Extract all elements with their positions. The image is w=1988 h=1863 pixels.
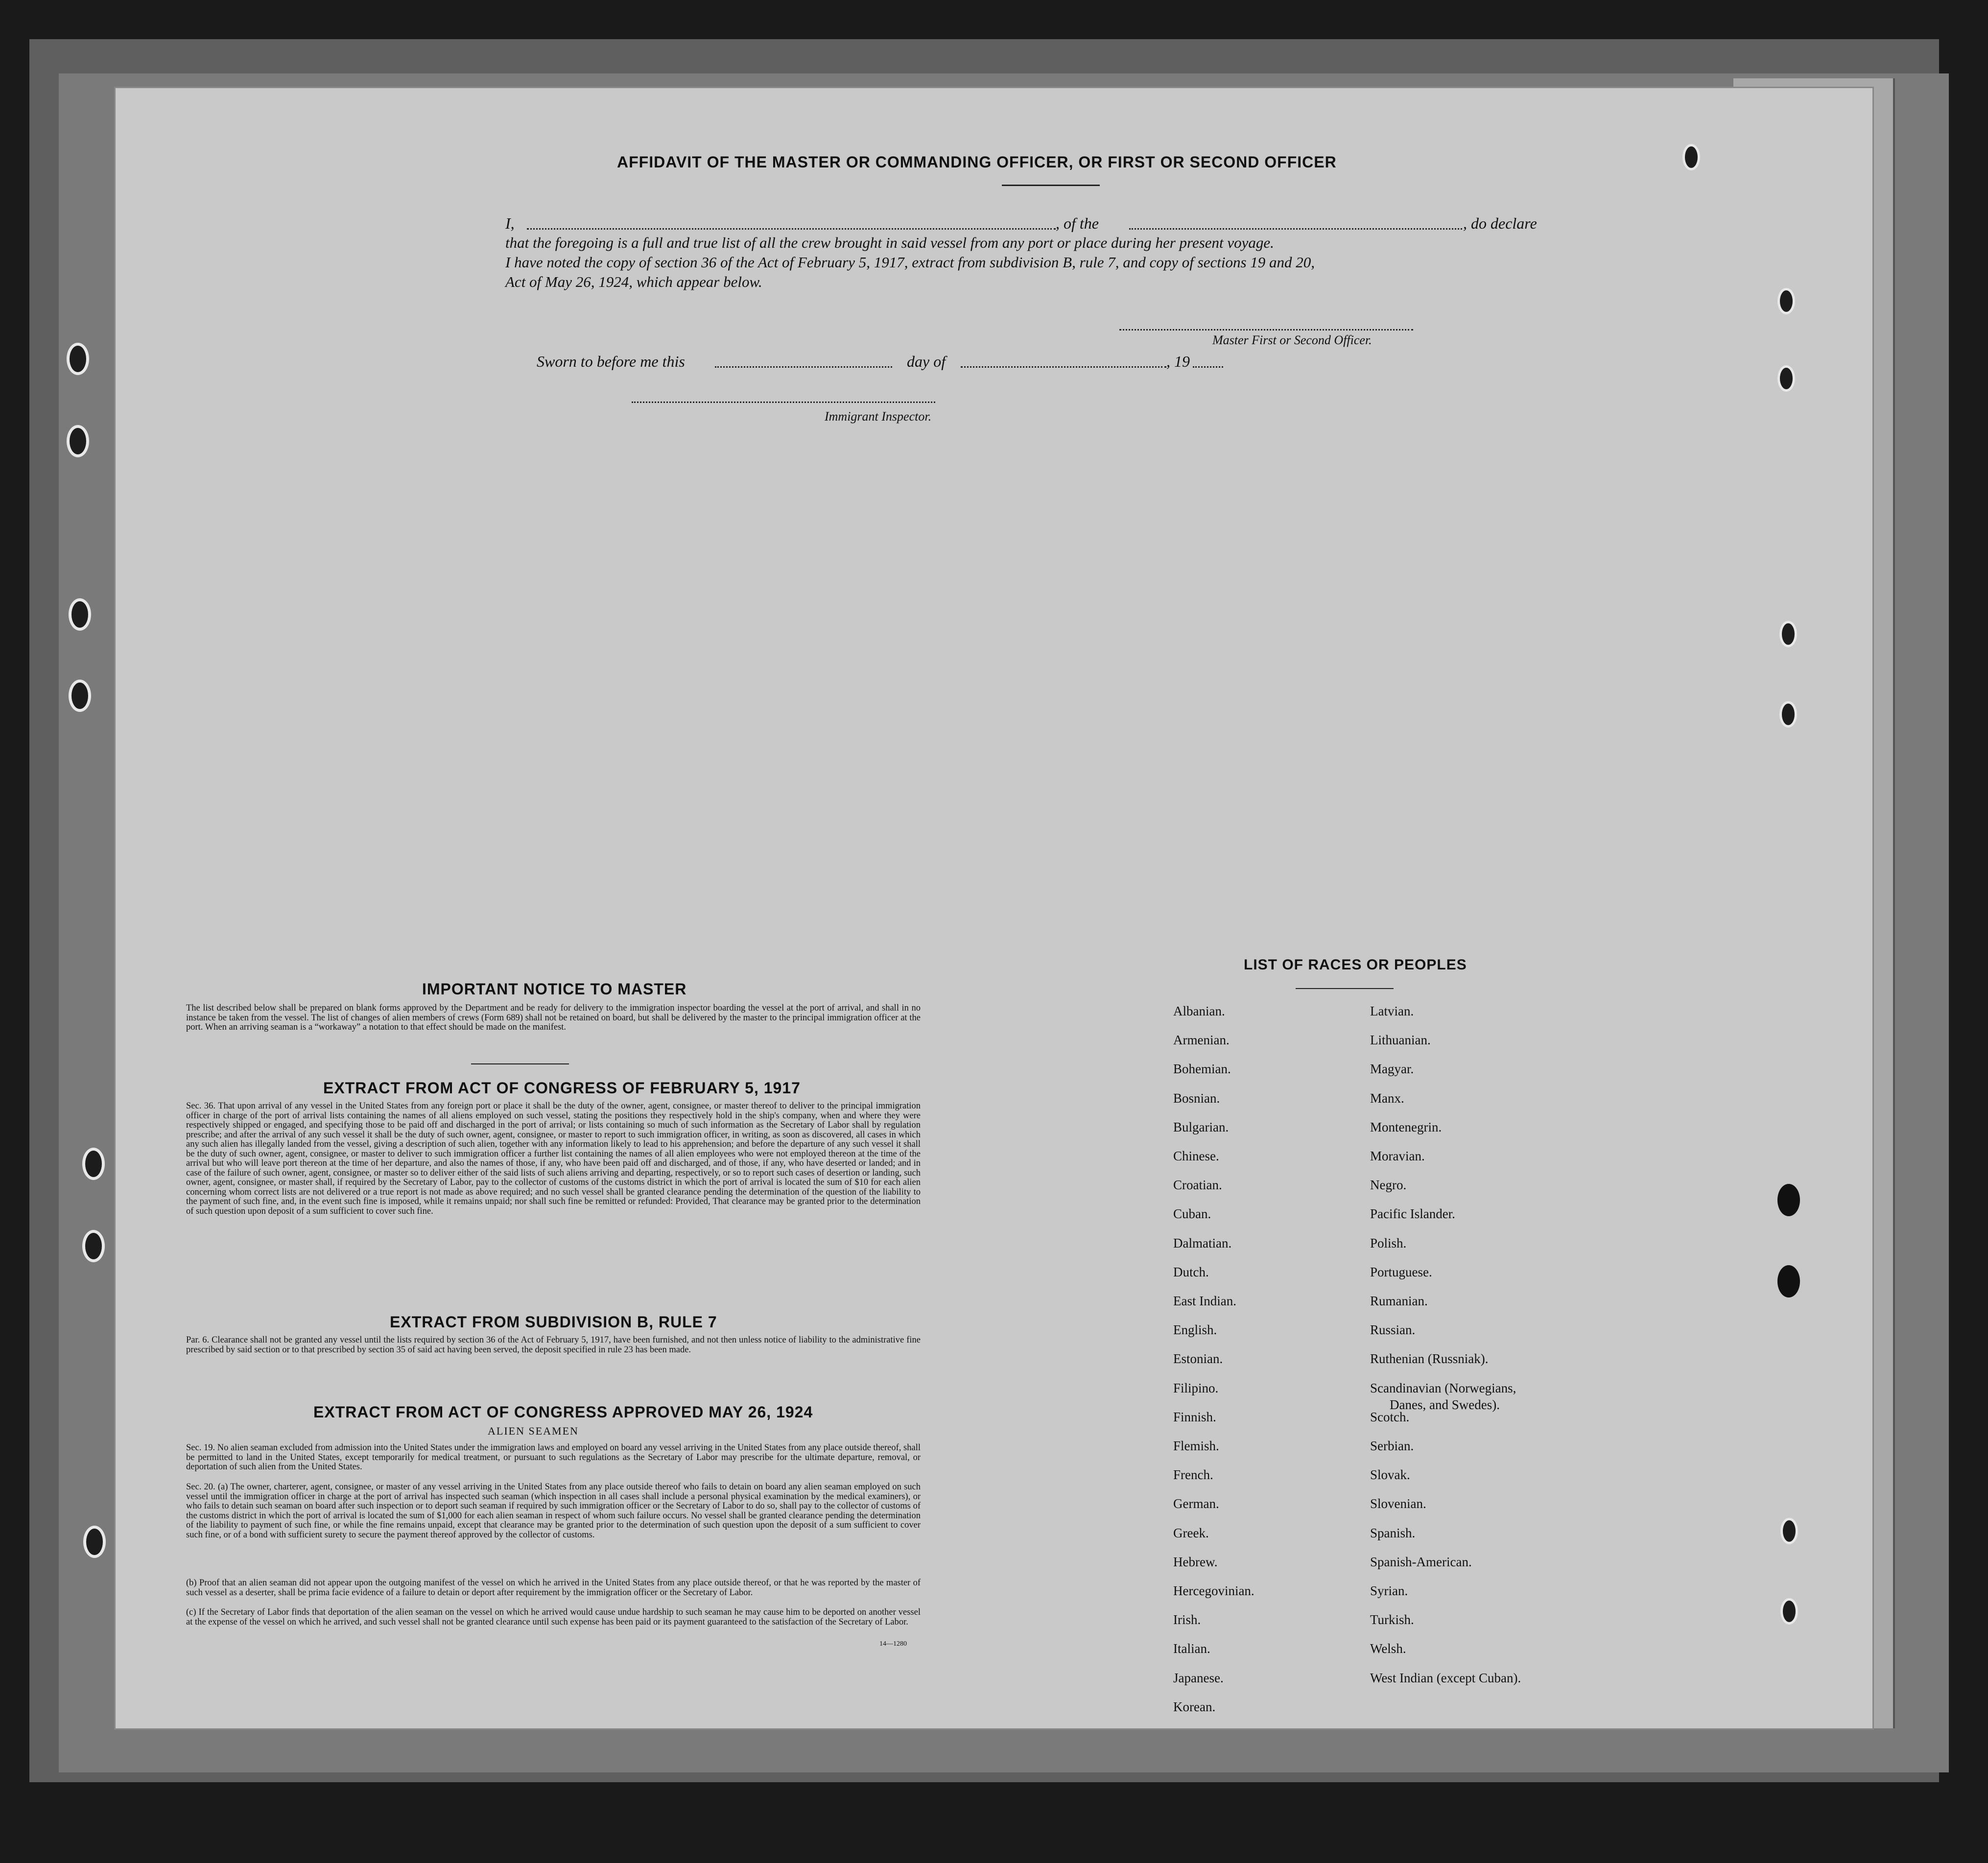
race-item: Hebrew. [1173, 1554, 1218, 1569]
affidavit-declare: , do declare [1463, 214, 1537, 232]
race-item: Japanese. [1173, 1670, 1224, 1685]
race-item: Armenian. [1173, 1033, 1230, 1048]
race-item: Dutch. [1173, 1264, 1209, 1279]
race-item: Scotch. [1370, 1409, 1410, 1424]
binder-hole [1780, 1598, 1798, 1625]
race-item: Korean. [1173, 1699, 1216, 1714]
form-number: 14—1280 [879, 1640, 907, 1648]
race-item: Irish. [1173, 1612, 1201, 1627]
affidavit-i: I, [505, 214, 515, 232]
affidavit-line-i [505, 214, 515, 233]
race-item: Cuban. [1173, 1206, 1211, 1222]
signature-blank [1119, 329, 1413, 330]
binder-hole [1779, 621, 1797, 647]
affidavit-of-the: , of the [1056, 214, 1099, 232]
race-item: Bulgarian. [1173, 1119, 1229, 1134]
race-item: Albanian. [1173, 1004, 1225, 1018]
race-item: Lithuanian. [1370, 1033, 1431, 1048]
binder-hole [1777, 365, 1795, 392]
race-item: Dalmatian. [1173, 1235, 1232, 1250]
extract-1917-body: Sec. 36. That upon arrival of any vessel in the United States from any foreign port or place it shall be the duty of the owner, agent, consignee, or master thereof to deliver to the principal immigration officer in charge of the port of arrival lists containing the names of all aliens employed on such vessel, stating the positions they respectively hold in the ship's company, when and where they were respectively shipped or engaged, and specifying those to be paid off and discharged in the port of arrival; or lists containing so much of such information as the Secretary of Labor shall by regulation prescribe; and after the arrival of any such vessel it shall be the duty of such owner, agent, consignee, or master to report to such immigration officer, in writing, as soon as discovered, all cases in which any such alien has illegally landed from the vessel, giving a description of such alien, together with any information likely to lead to his apprehension; and before the departure of any such vessel it shall be the duty of such owner, agent, consignee, or master to deliver to such immigration officer a further list containing the names of all alien employees who were not employed thereon at the time of the arrival but who will leave port thereon at the time of her departure, and also the names of those, if any, who have been paid off and discharged, and of those, if any, who have deserted or landed; and in case of the failure of such owner, agent, consignee, or master so to deliver either of the said lists of such aliens arriving and departing, respectively, or so to report such cases of desertion or landing, such owner, agent, consignee, or master shall, if required by the Secretary of Labor, pay to the collector of customs of the customs district in which the port of arrival is located the sum of $10 for each alien concerning whom correct lists are not delivered or a true report is not made as above required; and no such vessel shall be granted clearance pending the determination of the question of the liability to the payment of such fine, and, in the event such fine is imposed, while it remains unpaid; nor shall such fine be remitted or refunded: Provided, That clearance may be granted prior to the determination of such question upon deposit of a sum sufficient to cover such fine. [186, 1101, 921, 1216]
race-item: Spanish. [1370, 1525, 1416, 1540]
race-item: Hercegovinian. [1173, 1583, 1254, 1598]
extract-rule7-body: Par. 6. Clearance shall not be granted any vessel until the lists required by section 36 of the Act of February 5, 1917, have been furnished, and not then unless notice of liability to the administrative fine prescribed by said section or to that prescribed by section 35 of said act having been served, the deposit specified in rule 23 has been made. [186, 1335, 921, 1355]
race-item: Syrian. [1370, 1583, 1408, 1598]
binder-hole [1780, 1518, 1798, 1544]
notice-title: IMPORTANT NOTICE TO MASTER [422, 980, 687, 998]
race-item: Slovak. [1370, 1467, 1410, 1483]
race-item: Portuguese. [1370, 1264, 1432, 1279]
sworn-day-blank [715, 366, 892, 368]
affidavit-line-3: I have noted the copy of section 36 of the Act of February 5, 1917, extract from subdivision B, rule 7, and copy of sections 19 and 20, [505, 254, 1315, 271]
race-item: Polish. [1370, 1235, 1407, 1250]
sworn-day-of: day of [907, 353, 946, 370]
signature-label: Master First or Second Officer. [1212, 333, 1372, 347]
vessel-name-blank [1129, 228, 1462, 230]
race-item: Filipino. [1173, 1380, 1219, 1395]
inspector-blank [632, 401, 935, 403]
notice-body: The list described below shall be prepared on blank forms approved by the Department and be ready for delivery to the immigration inspector boarding the vessel at the port of arrival, and shall in no instance be taken from the vessel. The list of changes of alien members of crews (Form 689) shall not be retained on board, but shall be delivered by the master to the principal immigration officer at the port. When an arriving seaman is a “workaway” a notation to that effect should be made on the manifest. [186, 1003, 921, 1032]
race-item: Greek. [1173, 1525, 1209, 1540]
extract-1924-sec19: Sec. 19. No alien seaman excluded from admission into the United States under the immigration laws and employed on board any vessel arriving in the United States from any place outside thereof, shall be permitted to land in the United States, except temporarily for medical treatment, or pursuant to such regulations as the Secretary of Labor may prescribe for the ultimate departure, removal, or deportation of such alien from the United States. [186, 1443, 921, 1472]
race-item: Finnish. [1173, 1409, 1216, 1424]
sworn-prefix: Sworn to before me this [537, 353, 685, 370]
race-item: Ruthenian (Russniak). [1370, 1351, 1489, 1367]
extract-1917-title: EXTRACT FROM ACT OF CONGRESS OF FEBRUARY 5, 1917 [323, 1079, 801, 1097]
race-item: Italian. [1173, 1641, 1210, 1656]
race-item: Turkish. [1370, 1612, 1414, 1627]
race-item: Latvian. [1370, 1004, 1414, 1018]
race-item: Montenegrin. [1370, 1119, 1442, 1134]
binder-hole [1779, 701, 1797, 728]
race-item: Chinese. [1173, 1149, 1219, 1163]
binder-hole [1777, 288, 1795, 314]
notice-rule [471, 1063, 569, 1064]
race-item: Negro. [1370, 1178, 1407, 1193]
sworn-month-blank [961, 366, 1166, 368]
binder-hole [69, 680, 91, 712]
race-item: Moravian. [1370, 1149, 1425, 1163]
binder-hole [1777, 1184, 1800, 1216]
master-name-blank [527, 228, 1056, 230]
extract-1924-subtitle: ALIEN SEAMEN [488, 1425, 579, 1437]
extract-1924-sec20c: (c) If the Secretary of Labor finds that deportation of the alien seaman on the vessel on which he arrived would cause undue hardship to such seaman he may cause him to be deported on another vessel at the expense of the vessel on which he arrived, and such vessel shall not be granted clearance until such expense has been paid or its payment guaranteed to the satisfaction of the Secretary of Labor. [186, 1607, 921, 1627]
race-item: Magyar. [1370, 1061, 1414, 1077]
extract-rule7-title: EXTRACT FROM SUBDIVISION B, RULE 7 [390, 1313, 717, 1331]
race-item: Croatian. [1173, 1178, 1222, 1193]
extract-1924-title: EXTRACT FROM ACT OF CONGRESS APPROVED MAY 26, 1924 [313, 1403, 813, 1421]
race-item: Rumanian. [1370, 1294, 1428, 1308]
binder-hole [67, 343, 89, 375]
race-item: German. [1173, 1496, 1219, 1511]
race-item: Scandinavian (Norwegians, [1370, 1380, 1516, 1395]
race-item: Manx. [1370, 1090, 1404, 1106]
extract-1924-sec20b: (b) Proof that an alien seaman did not appear upon the outgoing manifest of the vessel on which he arrived in the United States from any place outside thereof, or that he was reported by the master of such vessel as a deserter, shall be prima facie evidence of a failure to detain or deport after requirement by the immigration officer or the Secretary of Labor. [186, 1578, 921, 1598]
race-item: Slovenian. [1370, 1496, 1426, 1511]
races-rule [1296, 988, 1394, 989]
race-item: East Indian. [1173, 1294, 1236, 1308]
race-item: French. [1173, 1467, 1213, 1483]
binder-hole [69, 598, 91, 631]
affidavit-sheet [116, 88, 1872, 1728]
race-item: Spanish-American. [1370, 1554, 1472, 1569]
title-rule [1002, 185, 1100, 186]
binder-hole [1777, 1265, 1800, 1297]
race-item: Russian. [1370, 1322, 1416, 1338]
affidavit-line-2: that the foregoing is a full and true list of all the crew brought in said vessel from any port or place during her present voyage. [505, 234, 1274, 251]
race-item: Flemish. [1173, 1439, 1219, 1453]
races-title: LIST OF RACES OR PEOPLES [1244, 957, 1467, 973]
binder-hole [67, 425, 89, 457]
race-item: Estonian. [1173, 1351, 1223, 1367]
race-item: Bosnian. [1173, 1090, 1220, 1106]
race-item: Danes, and Swedes). [1390, 1397, 1500, 1412]
race-item: Welsh. [1370, 1641, 1406, 1656]
affidavit-line-4: Act of May 26, 1924, which appear below. [505, 273, 762, 290]
race-item: English. [1173, 1322, 1217, 1338]
inspector-label: Immigrant Inspector. [825, 409, 932, 424]
race-item: Bohemian. [1173, 1061, 1231, 1077]
race-item: Serbian. [1370, 1439, 1414, 1453]
sworn-year: , 19 [1166, 353, 1190, 370]
sworn-year-blank [1193, 366, 1223, 368]
affidavit-title: AFFIDAVIT OF THE MASTER OR COMMANDING OFFICER, OR FIRST OR SECOND OFFICER [617, 153, 1337, 171]
race-item: West Indian (except Cuban). [1370, 1670, 1521, 1685]
extract-1924-sec20a: Sec. 20. (a) The owner, charterer, agent, consignee, or master of any vessel arriving in the United States from any place outside thereof who fails to detain on board any alien seaman employed on such vessel until the immigration officer in charge at the port of arrival has inspected such seaman (which inspection in all cases shall include a personal physical examination by the medical examiners), or who fails to detain such seaman on board after such inspection or to deport such seaman if required by such immigration officer or the Secretary of Labor to do so, shall pay to the collector of customs of the customs district in which the port of arrival is located the sum of $1,000 for each alien seaman in respect of whom such failure occurs. No vessel shall be granted clearance pending the determination of the liability to payment of such fine, or while the fine remains unpaid, except that clearance may be granted prior to the determination of such question upon the deposit of a sum sufficient to cover such fine, or of a bond with sufficient surety to secure the payment thereof approved by the collector of customs. [186, 1482, 921, 1540]
binder-hole [1682, 144, 1700, 170]
binder-hole [82, 1148, 105, 1180]
race-item: Pacific Islander. [1370, 1206, 1455, 1222]
binder-hole [83, 1526, 106, 1558]
binder-hole [82, 1230, 105, 1262]
